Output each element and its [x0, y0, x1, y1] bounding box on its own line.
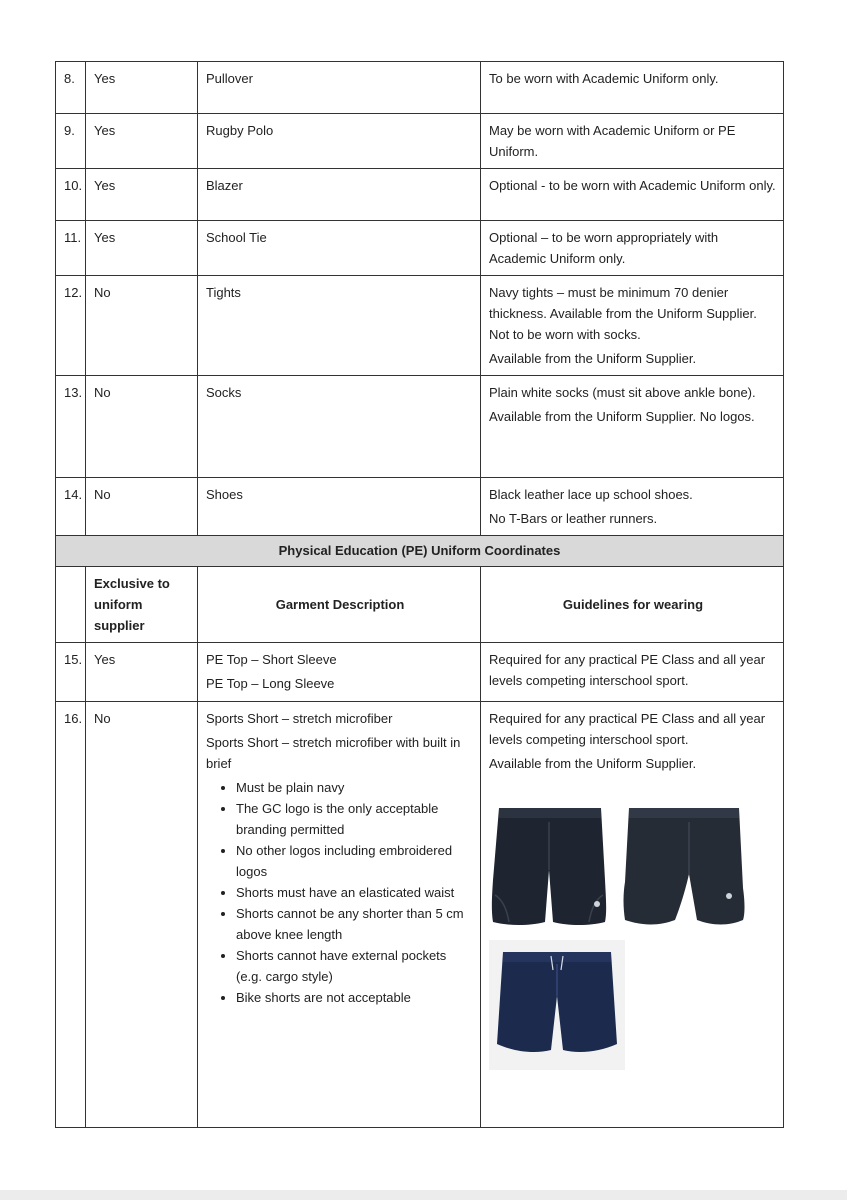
table-row: [56, 643, 784, 702]
page-bottom-edge: [0, 1190, 847, 1200]
list-item: • Must be plain navy: [236, 777, 474, 798]
list-item: • The GC logo is the only acceptable branding permitted: [236, 798, 474, 840]
table-row: [56, 221, 784, 276]
sports-shorts-photo-3: [489, 940, 625, 1070]
exclusive-value: Yes: [86, 62, 198, 114]
row-number: 13.: [56, 376, 86, 478]
wearing-guidelines: May be worn with Academic Uniform or PE Uniform.: [481, 114, 784, 169]
shorts-rules-list: [206, 777, 474, 1008]
row-number: 16.: [56, 702, 86, 1128]
column-header-row: [56, 567, 784, 643]
wearing-guidelines: Plain white socks (must sit above ankle bone). Available from the Uniform Supplier. No logos.: [481, 376, 784, 478]
garment-description: Shoes: [198, 478, 481, 536]
exclusive-value: Yes: [86, 114, 198, 169]
sports-shorts-photo-1: [489, 800, 609, 928]
list-item: • Shorts cannot have external pockets (e.g. cargo style): [236, 945, 474, 987]
table-row: [56, 169, 784, 221]
table-row: [56, 702, 784, 1128]
wearing-guidelines: To be worn with Academic Uniform only.: [481, 62, 784, 114]
table-row: [56, 478, 784, 536]
wearing-guidelines: Optional – to be worn appropriately with Academic Uniform only.: [481, 221, 784, 276]
exclusive-value: Yes: [86, 643, 198, 702]
wearing-guidelines: Navy tights – must be minimum 70 denier thickness. Available from the Uniform Supplier. Not to be worn with socks. Available from the Uniform Supplier.: [481, 276, 784, 376]
wearing-guidelines: Optional - to be worn with Academic Uniform only.: [481, 169, 784, 221]
wearing-guidelines: Required for any practical PE Class and all year levels competing interschool sport. Available from the Uniform Supplier.: [481, 702, 784, 1128]
garment-description: Sports Short – stretch microfiber Sports Short – stretch microfiber with built in brief • Must be plain navy • The GC logo is the only acceptable branding permitted • No other logos including embroidered logos • Shorts must have an elasticated waist • Shorts cannot be any shorter than 5 cm above knee length • Shorts cannot have external pockets (e.g. cargo style) • Bike shorts are not acceptable: [198, 702, 481, 1128]
section-title: Physical Education (PE) Uniform Coordinates: [56, 536, 784, 567]
table-row: [56, 114, 784, 169]
table-row: [56, 62, 784, 114]
garment-description: Pullover: [198, 62, 481, 114]
exclusive-value: Yes: [86, 221, 198, 276]
list-item: • Bike shorts are not acceptable: [236, 987, 474, 1008]
header-exclusive: Exclusive to uniform supplier: [86, 567, 198, 643]
exclusive-value: No: [86, 276, 198, 376]
header-garment-description: Garment Description: [198, 567, 481, 643]
row-number: 15.: [56, 643, 86, 702]
row-number: 14.: [56, 478, 86, 536]
list-item: • Shorts cannot be any shorter than 5 cm above knee length: [236, 903, 474, 945]
table-row: [56, 276, 784, 376]
garment-description: Blazer: [198, 169, 481, 221]
uniform-table: [55, 61, 784, 1128]
list-item: • No other logos including embroidered logos: [236, 840, 474, 882]
garment-description: Rugby Polo: [198, 114, 481, 169]
garment-description: Socks: [198, 376, 481, 478]
garment-description: Tights: [198, 276, 481, 376]
exclusive-value: No: [86, 376, 198, 478]
row-number: 8.: [56, 62, 86, 114]
header-guidelines: Guidelines for wearing: [481, 567, 784, 643]
table-row: [56, 376, 784, 478]
section-header-row: [56, 536, 784, 567]
row-number: 11.: [56, 221, 86, 276]
exclusive-value: No: [86, 478, 198, 536]
sports-shorts-photo-2: [617, 802, 749, 928]
garment-description: School Tie: [198, 221, 481, 276]
row-number: 9.: [56, 114, 86, 169]
row-number: 12.: [56, 276, 86, 376]
wearing-guidelines: Black leather lace up school shoes. No T-Bars or leather runners.: [481, 478, 784, 536]
garment-description: PE Top – Short Sleeve PE Top – Long Sleeve: [198, 643, 481, 702]
row-number: 10.: [56, 169, 86, 221]
exclusive-value: Yes: [86, 169, 198, 221]
list-item: • Shorts must have an elasticated waist: [236, 882, 474, 903]
shorts-photos: [489, 790, 777, 1080]
wearing-guidelines: Required for any practical PE Class and all year levels competing interschool sport.: [481, 643, 784, 702]
header-number-cell: [56, 567, 86, 643]
exclusive-value: No: [86, 702, 198, 1128]
